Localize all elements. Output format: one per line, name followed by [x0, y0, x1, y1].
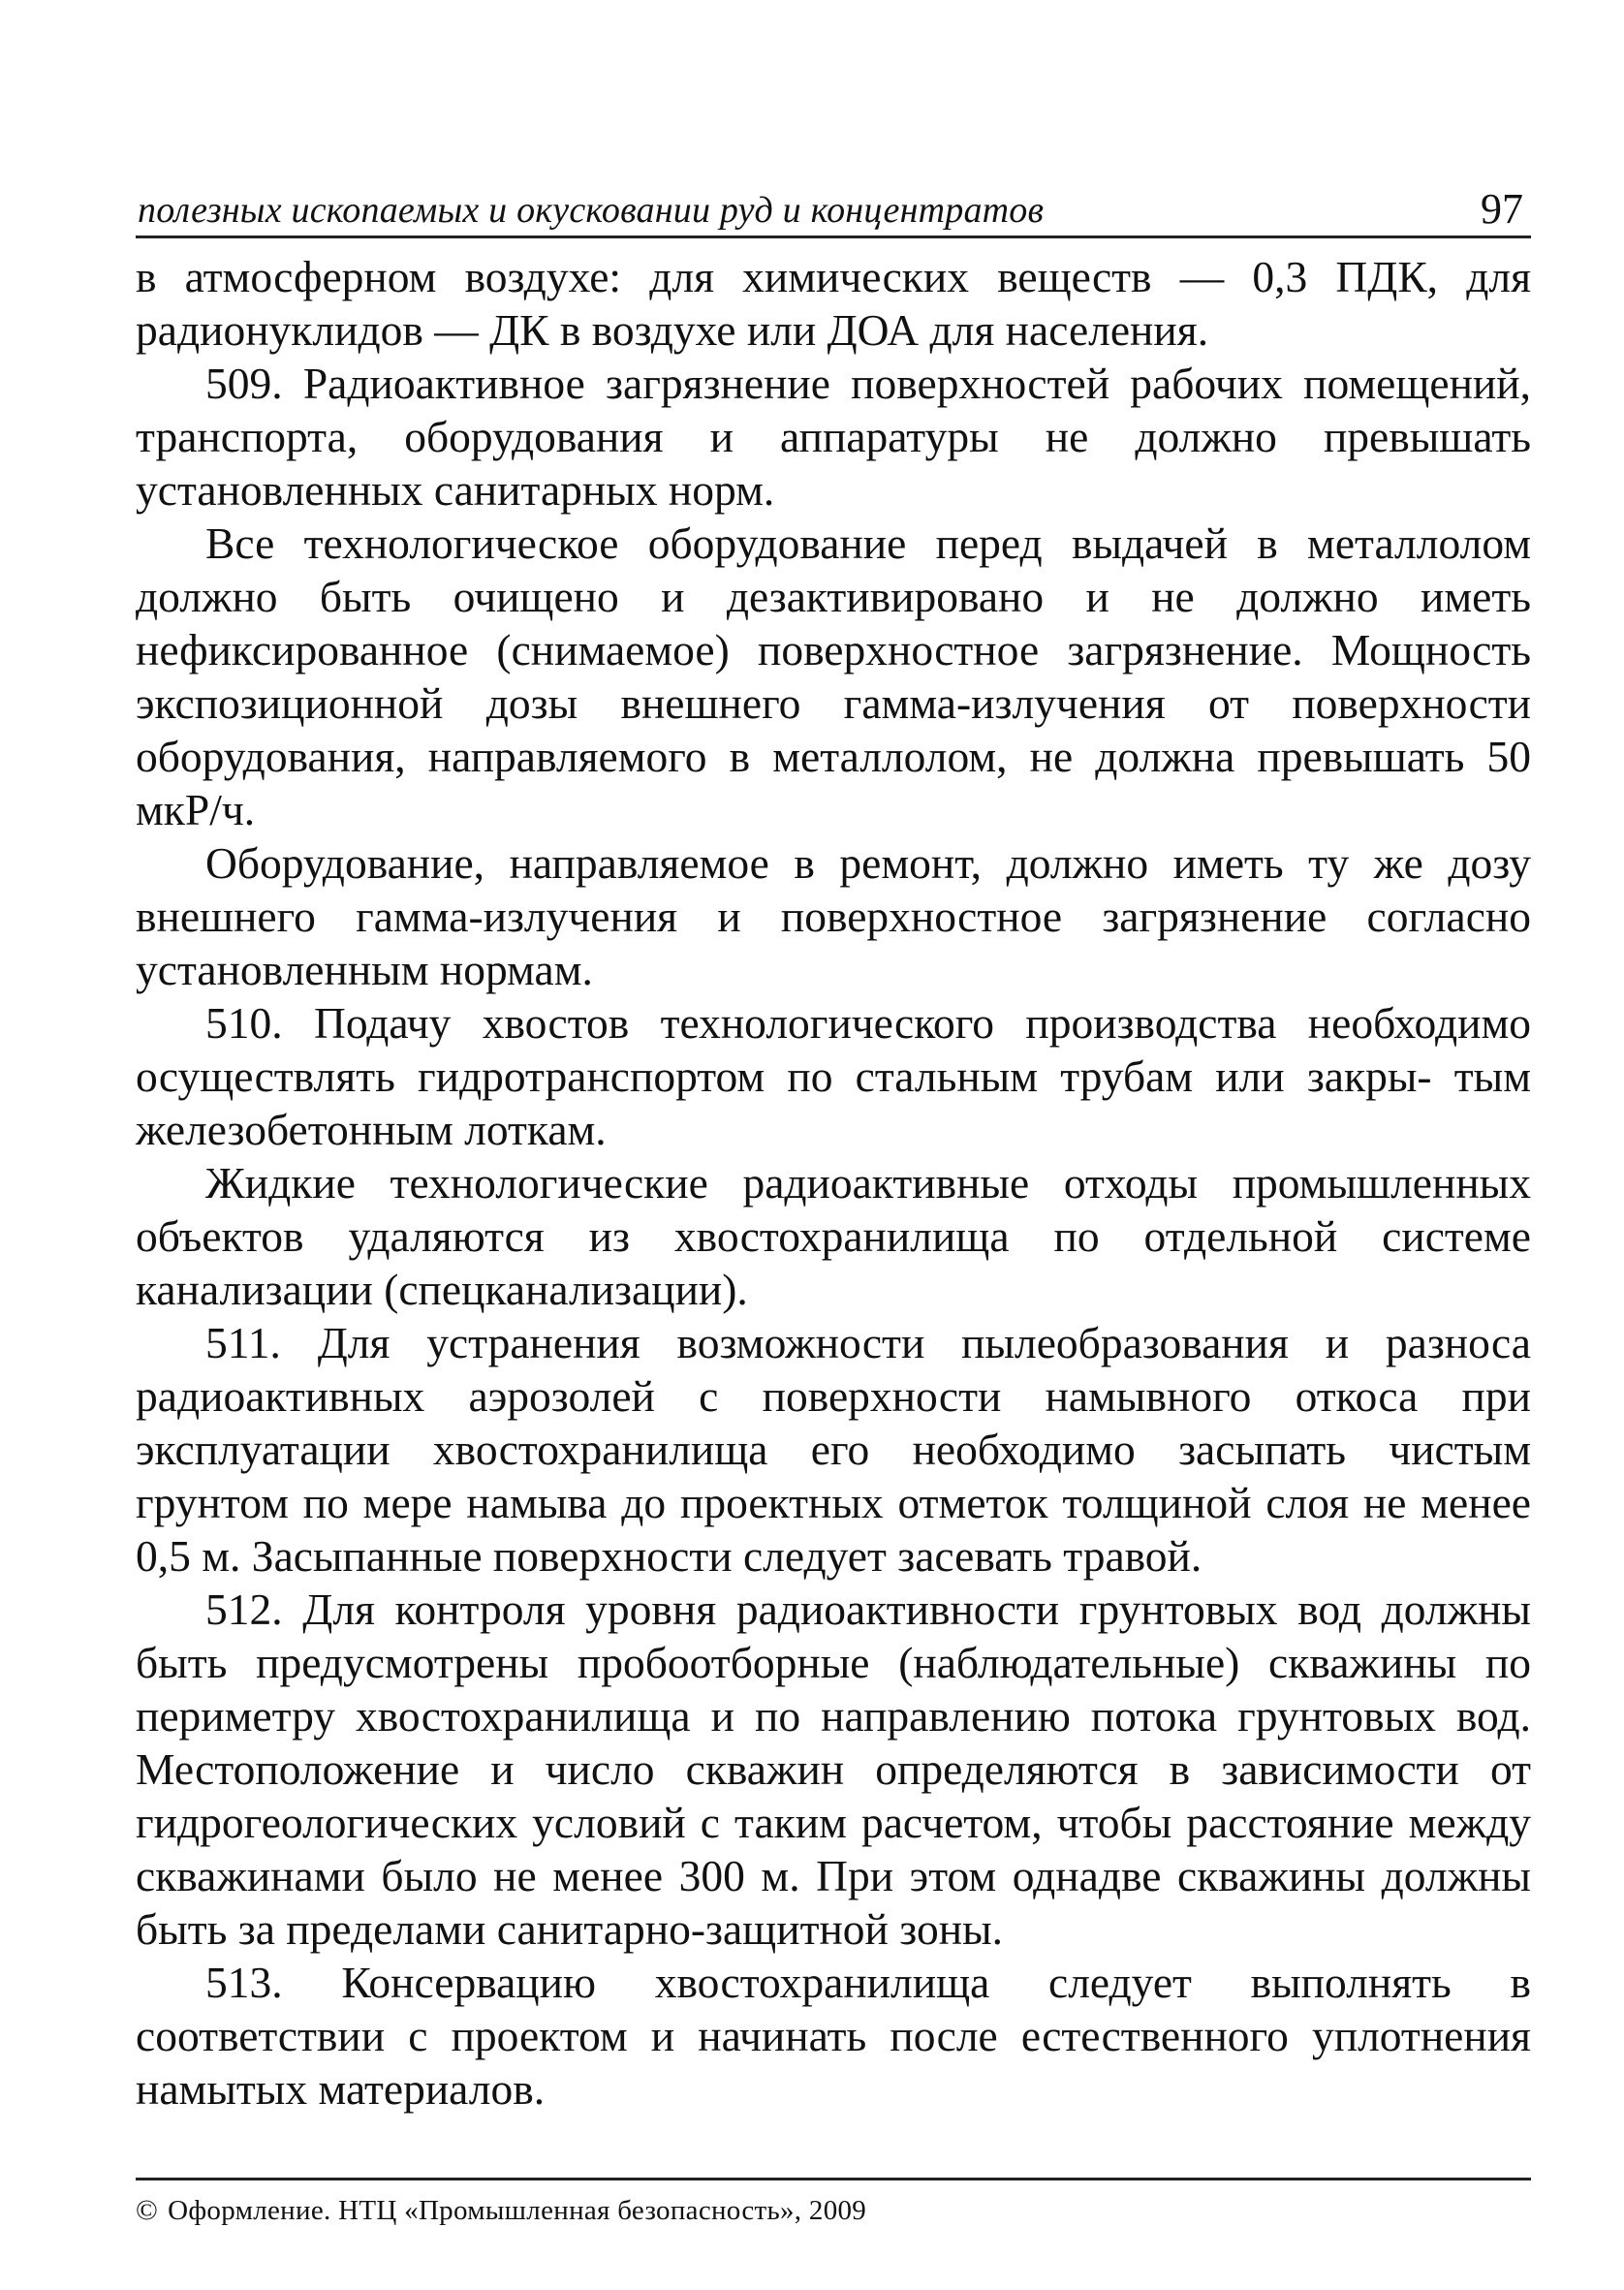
body-text	[136, 250, 1531, 2116]
running-title: полезных ископаемых и окусковании руд и концентратов	[138, 190, 1045, 231]
paragraph: 510. Подачу хвостов технологического производства необходимо осуществлять гидротранспортом по стальным трубам или закры- тым железобетонным лоткам.	[136, 998, 1531, 1154]
paragraph: Оборудование, направляемое в ремонт, должно иметь ту же дозу внешнего гамма-излучения и поверхностное загрязнение согласно установленным нормам.	[136, 838, 1531, 994]
page-header	[136, 170, 1531, 238]
paragraph: в атмосферном воздухе: для химических веществ — 0,3 ПДК, для радионуклидов — ДК в воздухе или ДОА для населения.	[136, 252, 1531, 355]
footer-text: Оформление. НТЦ «Промышленная безопасность», 2009	[168, 2195, 867, 2226]
document-page	[136, 170, 1531, 2224]
paragraph: 512. Для контроля уровня радиоактивности грунтовых вод должны быть предусмотрены пробоотборные (наблюдательные) скважины по периметру хвостохранилища и по направлению потока грунтовых вод. Местоположение и число скважин определяются в зависимости от гидрогеологических условий с таким расчетом, чтобы расстояние между скважинами было не менее 300 м. При этом однадве скважины должны быть за пределами санитарно-защитной зоны.	[136, 1584, 1531, 1954]
paragraph: 513. Консервацию хвостохранилища следует выполнять в соответствии с проектом и начинать после естественного уплотнения намытых материалов.	[136, 1958, 1531, 2114]
paragraph: 511. Для устранения возможности пылеобразования и разноса радиоактивных аэрозолей с поверхности намывного откоса при эксплуатации хвостохранилища его необходимо засыпать чистым грунтом по мере намыва до проектных отметок толщиной слоя не менее 0,5 м. Засыпанные поверхности следует засевать травой.	[136, 1318, 1531, 1581]
page-footer	[136, 2178, 1531, 2227]
paragraph: Жидкие технологические радиоактивные отходы промышленных объектов удаляются из хвостохранилища по отдельной системе канализации (спецканализации).	[136, 1158, 1531, 1314]
paragraph: Все технологическое оборудование перед выдачей в металлолом должно быть очищено и дезактивировано и не должно иметь нефиксированное (снимаемое) поверхностное загрязнение. Мощность экспозиционной дозы внешнего гамма-излучения от поверхности оборудования, направляемого в металлолом, не должна превышать 50 мкР/ч.	[136, 518, 1531, 834]
page-number: 97	[1481, 185, 1523, 233]
paragraph: 509. Радиоактивное загрязнение поверхностей рабочих помещений, транспорта, оборудования и аппаратуры не должно превышать установленных санитарных норм.	[136, 359, 1531, 515]
copyright-icon: ©	[136, 2194, 159, 2226]
